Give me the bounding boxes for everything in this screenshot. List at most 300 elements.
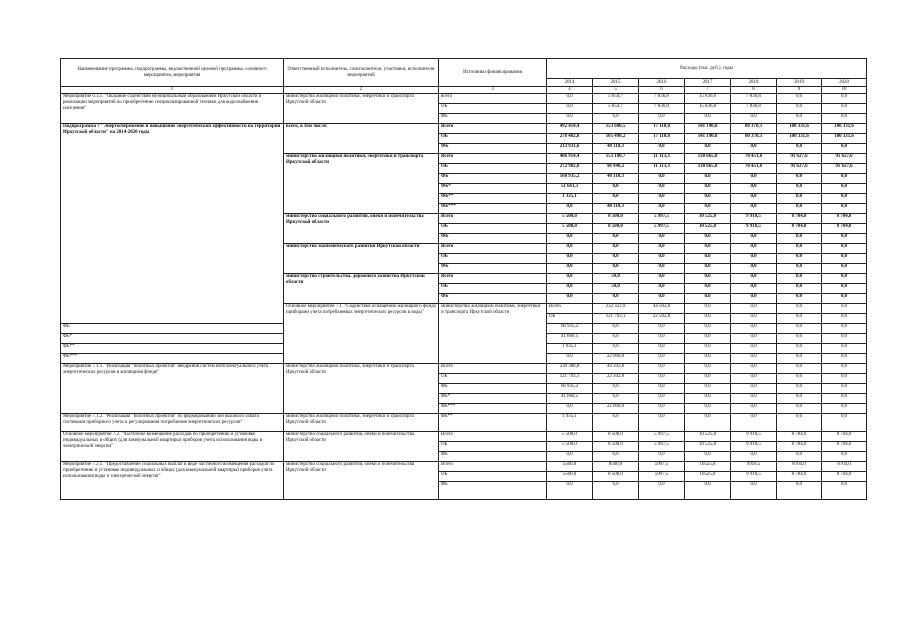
source-cell: Всего — [439, 214, 547, 224]
value-cell: 5500,0 — [547, 462, 593, 472]
source-cell: ФБ*** — [61, 354, 284, 364]
value-cell: 0,0 — [822, 264, 867, 274]
value-cell: 0,0 — [685, 414, 731, 432]
value-cell: 0,0 — [547, 404, 593, 414]
value-cell: 0,0 — [822, 104, 867, 114]
table-body — [61, 94, 867, 500]
value-cell: 22 000,0 — [593, 354, 639, 364]
source-cell: ФБ — [439, 482, 547, 500]
value-cell: 0,0 — [822, 384, 867, 394]
value-cell: 0,0 — [593, 344, 639, 354]
value-cell: 0,0 — [639, 324, 685, 334]
value-cell: 0,0 — [639, 144, 685, 154]
value-cell: 0,0 — [777, 374, 822, 384]
executor-cell: министерство жилищной политики, энергетики и транспорта Иркутской области — [439, 304, 547, 364]
value-cell: 0,0 — [777, 254, 822, 264]
value-cell: 8 704,0 — [822, 442, 867, 452]
value-cell: 0,0 — [731, 324, 777, 334]
value-cell: 0,0 — [593, 114, 639, 124]
value-cell: 0,0 — [639, 374, 685, 384]
source-cell: ОБ — [439, 104, 547, 114]
executor-cell: министерство социального развития, опеки и попечительства Иркутской области — [284, 462, 439, 500]
table-row — [61, 364, 867, 374]
value-cell: 0,0 — [777, 284, 822, 294]
value-cell: 91 627,6 — [822, 154, 867, 164]
value-cell: 7 836,8 — [639, 104, 685, 114]
column-number-cell: 6 — [639, 87, 685, 94]
value-cell: 0,0 — [777, 274, 822, 284]
value-cell: 0,0 — [639, 404, 685, 414]
value-cell: 0,0 — [639, 234, 685, 244]
value-cell: 70 451,8 — [731, 164, 777, 174]
value-cell: 5 500,0 — [547, 432, 593, 442]
value-cell: 0,0 — [547, 114, 593, 124]
source-cell: ФБ — [439, 174, 547, 184]
value-cell: 0,0 — [777, 244, 822, 254]
value-cell: 100 331,6 — [822, 124, 867, 134]
value-cell: 22 000,0 — [593, 404, 639, 414]
table-row — [61, 432, 867, 442]
table-row — [61, 462, 867, 472]
value-cell: 0,0 — [731, 304, 777, 314]
column-number-cell: 10 — [822, 87, 867, 94]
value-cell: 0,0 — [822, 452, 867, 462]
value-cell: 0,0 — [685, 374, 731, 384]
program-cell: Основное мероприятие 7.2. "Частичное возмещение расходов по приобретению и установке индивидуальных и общих (для коммунальной квартиры) приборов учета использования воды и электрической энергии" — [61, 432, 284, 462]
value-cell: 70 451,8 — [731, 154, 777, 164]
value-cell: 121 793,1 — [593, 314, 639, 324]
value-cell: 0,0 — [685, 294, 731, 304]
value-cell: 0,0 — [822, 394, 867, 404]
executor-cell: министерство жилищной политики, энергетики и транспорта Иркутской области — [284, 154, 439, 214]
header-year-cell: 2017 — [685, 79, 731, 87]
value-cell: 91 627,6 — [777, 164, 822, 174]
value-cell: 9918,5 — [731, 462, 777, 472]
source-cell: ФБ — [439, 294, 547, 304]
value-cell: 0,0 — [639, 344, 685, 354]
value-cell: 0,0 — [731, 234, 777, 244]
value-cell: 0,0 — [731, 144, 777, 154]
value-cell: 0,0 — [639, 364, 685, 374]
value-cell: 130 665,0 — [685, 154, 731, 164]
value-cell: 0,0 — [731, 274, 777, 284]
value-cell: 0,0 — [685, 174, 731, 184]
value-cell: 80 370,3 — [731, 134, 777, 144]
source-cell: ФБ — [61, 324, 284, 334]
value-cell: 0,0 — [822, 414, 867, 432]
value-cell: 0,0 — [731, 184, 777, 194]
value-cell: 8500,0 — [593, 462, 639, 472]
value-cell: 0,0 — [731, 114, 777, 124]
value-cell: 9 918,5 — [731, 442, 777, 452]
value-cell: 486 914,4 — [547, 154, 593, 164]
value-cell: 0,0 — [731, 344, 777, 354]
value-cell: 0,0 — [685, 354, 731, 364]
executor-cell: всего, в том числе: — [284, 124, 439, 154]
value-cell: 5 500,0 — [547, 442, 593, 452]
value-cell: 0,0 — [731, 294, 777, 304]
value-cell: 0,0 — [731, 254, 777, 264]
value-cell: 0,0 — [777, 264, 822, 274]
value-cell: 0,0 — [822, 324, 867, 334]
source-cell: Всего — [439, 432, 547, 442]
value-cell: 0,0 — [685, 274, 731, 284]
column-number-cell: 9 — [777, 87, 822, 94]
value-cell: 0,0 — [731, 204, 777, 214]
value-cell: 0,0 — [822, 314, 867, 324]
value-cell: 66 935,2 — [547, 384, 593, 394]
value-cell: 0,0 — [593, 244, 639, 254]
column-number-cell: 8 — [731, 87, 777, 94]
source-cell: Всего — [439, 154, 547, 164]
source-cell: ФБ** — [61, 344, 284, 354]
header-year-cell: 2020 — [822, 79, 867, 87]
table-row — [61, 94, 867, 104]
value-cell: 15 836,8 — [685, 94, 731, 104]
header-year-cell: 2016 — [639, 79, 685, 87]
header-year-cell: 2019 — [777, 79, 822, 87]
value-cell: 0,0 — [593, 452, 639, 462]
value-cell: 0,0 — [731, 244, 777, 254]
value-cell: 7 836,8 — [731, 94, 777, 104]
value-cell: 0,0 — [777, 94, 822, 104]
value-cell: 0,0 — [731, 284, 777, 294]
program-cell: Мероприятие 7.1.1. "Реализация "пилотных проектов" внедрения систем интеллектуального учета энергетических ресурсов в жилищном фонде" — [61, 364, 284, 414]
value-cell: 0,0 — [639, 414, 685, 432]
value-cell: 50,0 — [593, 274, 639, 284]
value-cell: 0,0 — [822, 344, 867, 354]
source-cell: ФБ — [439, 264, 547, 274]
value-cell: 0,0 — [593, 394, 639, 404]
source-cell: ФБ* — [439, 394, 547, 404]
value-cell: 7 836,8 — [639, 94, 685, 104]
value-cell: 492 414,4 — [547, 124, 593, 134]
value-cell: 0,0 — [547, 284, 593, 294]
value-cell: 91 627,6 — [777, 154, 822, 164]
value-cell: 8 704,0 — [777, 472, 822, 482]
value-cell: 44 502,8 — [639, 304, 685, 314]
value-cell: 0,0 — [639, 294, 685, 304]
value-cell: 0,0 — [593, 482, 639, 500]
value-cell: 0,0 — [731, 364, 777, 374]
value-cell: 50,0 — [593, 284, 639, 294]
value-cell: 0,0 — [639, 384, 685, 394]
value-cell: 0,0 — [822, 194, 867, 204]
value-cell: 0,0 — [685, 452, 731, 462]
value-cell: 5 997,5 — [639, 214, 685, 224]
value-cell: 8 704,0 — [777, 442, 822, 452]
value-cell: 10 525,8 — [685, 432, 731, 442]
value-cell: 22 502,8 — [639, 314, 685, 324]
header-year-cell: 2014 — [547, 79, 593, 87]
value-cell: 0,0 — [731, 394, 777, 404]
value-cell: 0,0 — [731, 374, 777, 384]
column-number-cell: 3 — [439, 87, 547, 94]
value-cell: 0,0 — [547, 94, 593, 104]
value-cell: 232 323,9 — [593, 304, 639, 314]
value-cell: 8 704,0 — [822, 214, 867, 224]
value-cell: 10525,8 — [685, 472, 731, 482]
table-row — [61, 124, 867, 134]
value-cell: 0,0 — [731, 264, 777, 274]
value-cell: 0,0 — [639, 184, 685, 194]
value-cell: 0,0 — [547, 452, 593, 462]
value-cell: 0,0 — [777, 114, 822, 124]
header-source-column: Источники финансирования — [439, 59, 547, 87]
value-cell: 41 660,5 — [547, 394, 593, 404]
header-column-numbers-row — [61, 87, 867, 94]
value-cell: 0,0 — [731, 482, 777, 500]
value-cell: 0,0 — [685, 344, 731, 354]
executor-cell: министерство строительства, дорожного хозяйства Иркутской области — [284, 274, 439, 304]
value-cell: 8704,0 — [822, 462, 867, 472]
value-cell: 141 190,8 — [685, 124, 731, 134]
value-cell: 0,0 — [593, 414, 639, 432]
source-cell: ФБ — [439, 234, 547, 244]
value-cell: 105 490,2 — [593, 134, 639, 144]
value-cell: 0,0 — [777, 104, 822, 114]
value-cell: 0,0 — [593, 264, 639, 274]
value-cell: 0,0 — [731, 314, 777, 324]
value-cell: 48 110,3 — [593, 204, 639, 214]
value-cell: 0,0 — [547, 244, 593, 254]
value-cell: 96 940,2 — [593, 164, 639, 174]
value-cell: 100 331,6 — [822, 134, 867, 144]
source-cell: ОБ — [439, 472, 547, 482]
value-cell: 8 500,0 — [593, 432, 639, 442]
source-cell: ОБ — [547, 314, 593, 324]
executor-cell: министерство жилищной политики, энергетики и транспорта Иркутской области — [284, 94, 439, 124]
source-cell: всего — [439, 94, 547, 104]
value-cell: 0,0 — [639, 244, 685, 254]
source-cell: Всего — [439, 364, 547, 374]
value-cell: 10 525,8 — [685, 442, 731, 452]
value-cell: 41 660,5 — [547, 334, 593, 344]
value-cell: 141 190,8 — [685, 134, 731, 144]
column-number-cell: 2 — [284, 87, 439, 94]
table-row — [61, 414, 867, 432]
value-cell: 51 661,3 — [547, 184, 593, 194]
value-cell: 0,0 — [685, 114, 731, 124]
value-cell: 10 525,8 — [685, 224, 731, 234]
value-cell: 0,0 — [593, 184, 639, 194]
value-cell: 8 500,0 — [593, 224, 639, 234]
value-cell: 8 500,0 — [593, 472, 639, 482]
value-cell: 0,0 — [685, 244, 731, 254]
value-cell: 0,0 — [822, 204, 867, 214]
value-cell: 1 335,1 — [547, 194, 593, 204]
value-cell: 0,0 — [731, 354, 777, 364]
value-cell: 0,0 — [639, 334, 685, 344]
value-cell: 0,0 — [777, 314, 822, 324]
executor-cell: министерство социального развития, опеки и попечительства Иркутской области — [284, 214, 439, 244]
value-cell: 5 500,0 — [547, 224, 593, 234]
source-cell: ОБ — [439, 374, 547, 384]
value-cell: 0,0 — [731, 174, 777, 184]
value-cell: 0,0 — [547, 294, 593, 304]
value-cell: 0,0 — [547, 274, 593, 284]
value-cell: 5500,0 — [547, 472, 593, 482]
value-cell: 0,0 — [639, 174, 685, 184]
value-cell: 0,0 — [639, 394, 685, 404]
value-cell: 0,0 — [593, 334, 639, 344]
header-year-cell: 2018 — [731, 79, 777, 87]
value-cell: 0,0 — [685, 314, 731, 324]
value-cell: 5 997,5 — [639, 432, 685, 442]
value-cell: 0,0 — [777, 234, 822, 244]
value-cell: 0,0 — [731, 414, 777, 432]
value-cell: 17 110,8 — [639, 134, 685, 144]
value-cell: 100 331,6 — [777, 134, 822, 144]
value-cell: 0,0 — [822, 354, 867, 364]
value-cell: 0,0 — [777, 324, 822, 334]
value-cell: 1 935,1 — [547, 344, 593, 354]
value-cell: 8 704,0 — [777, 432, 822, 442]
value-cell: 0,0 — [547, 482, 593, 500]
value-cell: 91 627,6 — [822, 164, 867, 174]
value-cell: 5 654,7 — [593, 94, 639, 104]
value-cell: 0,0 — [822, 274, 867, 284]
value-cell: 153 180,7 — [593, 154, 639, 164]
value-cell: 17 110,8 — [639, 124, 685, 134]
value-cell: 160 935,2 — [547, 174, 593, 184]
value-cell: 0,0 — [639, 114, 685, 124]
source-cell: Всего — [547, 304, 593, 314]
value-cell: 0,0 — [639, 274, 685, 284]
value-cell: 0,0 — [547, 354, 593, 364]
value-cell: 66 935,2 — [547, 324, 593, 334]
value-cell: 0,0 — [685, 404, 731, 414]
value-cell: 0,0 — [547, 234, 593, 244]
source-cell: ФБ — [439, 384, 547, 394]
source-cell: ФБ* — [61, 334, 284, 344]
value-cell: 0,0 — [685, 364, 731, 374]
value-cell: 0,0 — [685, 304, 731, 314]
value-cell: 22 502,8 — [593, 374, 639, 384]
value-cell: 0,0 — [685, 234, 731, 244]
header-expenses-column: Расходы (тыс. руб.), годы — [547, 59, 867, 79]
program-cell: Мероприятие 6.3.1. "Оказание содействия муниципальным образованиям Иркутской области в реализации мероприятий по приобретению специализированной техники для водоснабжения населения" — [61, 94, 284, 124]
source-cell: ОБ — [439, 254, 547, 264]
value-cell: 0,0 — [731, 334, 777, 344]
value-cell: 0,0 — [639, 194, 685, 204]
value-cell: 0,0 — [822, 254, 867, 264]
executor-cell: министерство жилищной политики, энергетики и транспорта Иркутской области — [284, 414, 439, 432]
source-cell: ФБ — [439, 452, 547, 462]
value-cell: 0,0 — [685, 264, 731, 274]
value-cell: 0,0 — [822, 184, 867, 194]
financing-table-page — [60, 58, 866, 500]
value-cell: 0,0 — [777, 482, 822, 500]
value-cell: 278 482,8 — [547, 134, 593, 144]
value-cell: 0,0 — [731, 404, 777, 414]
value-cell: 5997,5 — [639, 462, 685, 472]
value-cell: 80 370,3 — [731, 124, 777, 134]
value-cell: 0,0 — [822, 234, 867, 244]
source-cell: Всего — [439, 274, 547, 284]
value-cell: 0,0 — [593, 294, 639, 304]
column-number-cell: 7 — [685, 87, 731, 94]
value-cell: 213 931,6 — [547, 144, 593, 154]
source-cell: ФБ** — [439, 414, 547, 432]
value-cell: 0,0 — [777, 194, 822, 204]
value-cell: 0,0 — [777, 204, 822, 214]
program-cell: Основное мероприятие 7.1. "Содействие оснащению жилищного фонда приборами учета потребляемых энергетических ресурсов и воды" — [284, 304, 439, 364]
value-cell: 48 110,3 — [593, 144, 639, 154]
header-executor-column: Ответственный исполнитель, соисполнители, участники, исполнители мероприятий — [284, 59, 439, 87]
value-cell: 8 500,0 — [593, 442, 639, 452]
value-cell: 0,0 — [639, 284, 685, 294]
value-cell: 0,0 — [822, 244, 867, 254]
value-cell: 8 704,0 — [822, 224, 867, 234]
value-cell: 0,0 — [593, 234, 639, 244]
source-cell: ФБ — [439, 144, 547, 154]
value-cell: 0,0 — [777, 452, 822, 462]
value-cell: 0,0 — [731, 194, 777, 204]
value-cell: 8704,0 — [777, 462, 822, 472]
source-cell: Всего — [439, 244, 547, 254]
value-cell: 130 665,0 — [685, 164, 731, 174]
column-number-cell: 5 — [593, 87, 639, 94]
source-cell: ФБ*** — [439, 204, 547, 214]
source-cell: Всего — [439, 124, 547, 134]
value-cell: 0,0 — [777, 364, 822, 374]
value-cell: 8 704,0 — [777, 224, 822, 234]
source-cell: ОБ — [439, 284, 547, 294]
value-cell: 0,0 — [777, 174, 822, 184]
value-cell: 0,0 — [731, 384, 777, 394]
value-cell: 0,0 — [777, 394, 822, 404]
value-cell: 0,0 — [639, 482, 685, 500]
value-cell: 0,0 — [777, 344, 822, 354]
value-cell: 0,0 — [685, 194, 731, 204]
value-cell: 121 793,1 — [547, 374, 593, 384]
source-cell: ФБ** — [439, 194, 547, 204]
column-number-cell: 1 — [61, 87, 284, 94]
value-cell: 8 704,0 — [822, 472, 867, 482]
value-cell: 272 982,8 — [547, 164, 593, 174]
value-cell: 230 388,8 — [547, 364, 593, 374]
executor-cell: министерство социального развития, опеки и попечительства Иркутской области — [284, 432, 439, 462]
value-cell: 0,0 — [685, 284, 731, 294]
value-cell: 10525,8 — [685, 462, 731, 472]
executor-cell: министерство жилищной политики, энергетики и транспорта Иркутской области — [284, 364, 439, 414]
value-cell: 0,0 — [593, 254, 639, 264]
source-cell: ФБ* — [439, 184, 547, 194]
value-cell: 9 918,5 — [731, 214, 777, 224]
value-cell: 0,0 — [685, 384, 731, 394]
value-cell: 11 113,3 — [639, 164, 685, 174]
value-cell: 0,0 — [685, 324, 731, 334]
value-cell: 0,0 — [777, 414, 822, 432]
value-cell: 0,0 — [685, 334, 731, 344]
value-cell: 5 654,7 — [593, 104, 639, 114]
value-cell: 0,0 — [777, 304, 822, 314]
value-cell: 0,0 — [777, 294, 822, 304]
value-cell: 0,0 — [777, 144, 822, 154]
source-cell: Всего — [439, 462, 547, 472]
value-cell: 5 997,5 — [639, 442, 685, 452]
value-cell: 0,0 — [685, 254, 731, 264]
value-cell: 0,0 — [822, 174, 867, 184]
value-cell: 0,0 — [822, 304, 867, 314]
value-cell: 153 680,5 — [593, 124, 639, 134]
value-cell: 0,0 — [822, 144, 867, 154]
value-cell: 0,0 — [777, 384, 822, 394]
value-cell: 0,0 — [639, 254, 685, 264]
value-cell: 10 525,8 — [685, 214, 731, 224]
value-cell: 0,0 — [822, 334, 867, 344]
